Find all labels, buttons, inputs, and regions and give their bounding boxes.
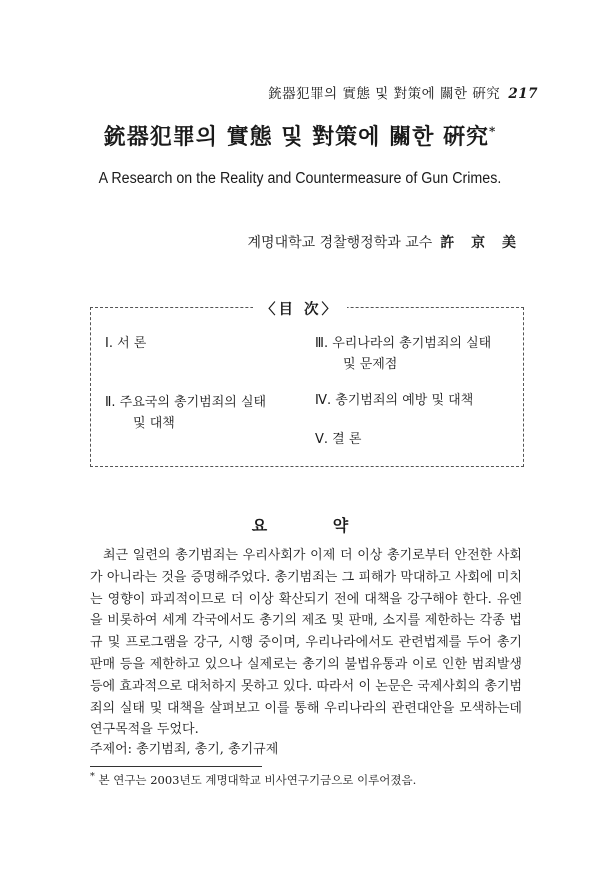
toc-label: 결 론 [332, 432, 362, 447]
toc-label-cont: 및 대책 [133, 416, 175, 431]
toc-numeral: Ⅴ. [315, 432, 329, 447]
toc-item-4 [315, 390, 473, 411]
running-header [268, 82, 538, 102]
toc-numeral: Ⅲ. [315, 336, 329, 351]
footnote-text: 본 연구는 2003년도 계명대학교 비사연구기금으로 이루어졌음. [98, 772, 417, 787]
keywords: 주제어: 총기범죄, 총기, 총기규제 [90, 742, 279, 757]
author-affiliation: 계명대학교 경찰행정학과 교수 [247, 235, 433, 251]
summary-heading: 요 약 [251, 516, 379, 535]
toc-numeral: Ⅰ. [105, 336, 113, 351]
title-footnote-mark: * [489, 124, 497, 139]
toc-label-cont: 및 문제점 [343, 357, 398, 372]
running-title: 銃器犯罪의 實態 및 對策에 關한 硏究 [268, 86, 501, 102]
toc-label: 서 론 [117, 336, 147, 351]
toc-numeral: Ⅳ. [315, 393, 332, 408]
toc-numeral: Ⅱ. [105, 395, 116, 410]
paper-title-text: 銃器犯罪의 實態 및 對策에 關한 硏究 [103, 124, 490, 150]
toc-item-1 [105, 333, 146, 354]
toc-heading [0, 298, 600, 319]
toc-item-5 [315, 429, 361, 450]
abstract-body: 최근 일련의 총기범죄는 우리사회가 이제 더 이상 총기로부터 안전한 사회가 아니라는 것을 증명해주었다. 총기범죄는 그 피해가 막대하고 사회에 미치는 영향이 파괴적이므로 더 이상 확산되기 전에 대책을 강구해야 한다. 유엔을 비롯하여 세계 각국에서도 총기의 제조 및 판매, 소지를 제한하는 각종 법규 및 프로그램을 강구, 시행 중이며, 우리나라에서도 관련법제를 두어 총기판매 등을 제한하고 있으나 실제로는 총기의 불법유통과 이로 인한 범죄발생등에 효과적으로 대처하지 못하고 있다. 따라서 이 논문은 국제사회의 총기범죄의 실태 및 대책을 살펴보고 이를 통해 우리나라의 관련대안을 모색하는데 연구목적을 두었다. [90, 548, 522, 738]
footnote-divider [90, 766, 262, 767]
toc-label: 주요국의 총기범죄의 실태 [119, 395, 267, 410]
footnote [90, 771, 416, 788]
footnote-mark: * [90, 771, 95, 782]
paper-title-korean [0, 120, 600, 151]
toc-heading-text: 〈目 次〉 [253, 301, 347, 318]
toc-item-2 [105, 392, 266, 434]
toc-item-3 [315, 333, 491, 375]
toc-label: 우리나라의 총기범죄의 실태 [332, 336, 492, 351]
author-line [248, 232, 522, 252]
paper-title-english: A Research on the Reality and Countermeasure of Gun Crimes. [98, 170, 502, 187]
table-of-contents-box [90, 307, 524, 467]
page-number: 217 [508, 86, 538, 102]
toc-label: 총기범죄의 예방 및 대책 [335, 393, 474, 408]
author-name: 許 京 美 [440, 235, 522, 251]
